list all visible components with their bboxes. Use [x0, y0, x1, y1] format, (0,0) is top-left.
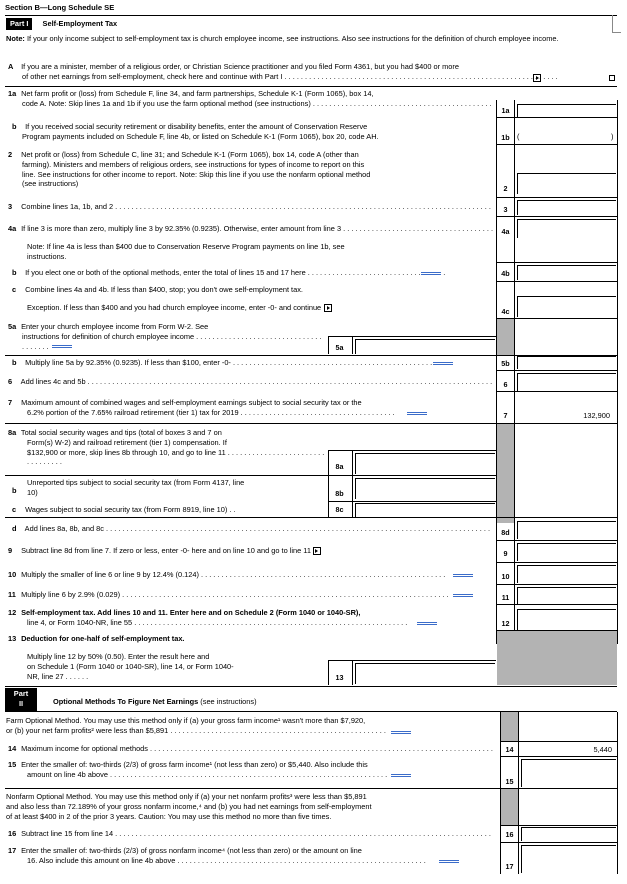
line-5b-input[interactable]: [517, 356, 616, 369]
line-16: 16 Subtract line 15 from line 14 . . .: [8, 829, 493, 839]
line-16-input[interactable]: [521, 827, 616, 841]
part1-note: Note: If your only income subject to self-employment tax is church employee income, see instructions. Also see instructions for the definition of church employee income.: [6, 34, 559, 43]
line-9-num: 9: [503, 549, 508, 558]
line-17-input[interactable]: [521, 845, 616, 873]
line-6-input[interactable]: [517, 373, 616, 391]
line-9-input[interactable]: [517, 543, 616, 561]
line-8d: d Add lines 8a, 8b, and 8c . . .: [12, 524, 492, 534]
line-8c-input[interactable]: [355, 503, 495, 517]
line-8a-input[interactable]: [355, 453, 495, 474]
line-2-num: 2: [503, 184, 508, 193]
line-11-num: 11: [501, 593, 510, 602]
line-8b-num: 8b: [335, 489, 344, 498]
nonfarm-optional: Nonfarm Optional Method. You may use this method only if (a) your net nonfarm profits³ were less than $5,891 and also less than 72.189% of your gross nonfarm income,⁴ and (b) you had net earnings from self-employment of at least $400 in 2 of the prior 3 years. Caution: You may use this method no more than five times.: [6, 792, 372, 821]
paren-open: (: [517, 132, 520, 141]
line-1a-num: 1a: [501, 106, 510, 115]
line-7: 7 Maximum amount of combined wages and self-employment earnings subject to social security tax or the: [8, 398, 362, 407]
line-13-input[interactable]: [355, 663, 495, 684]
line-7-value: 132,900: [583, 411, 610, 420]
part1-title: Self-Employment Tax: [42, 19, 118, 28]
line-4b-input[interactable]: [517, 265, 616, 280]
part1-tag: Part I: [6, 18, 32, 30]
line-6-num: 6: [503, 380, 508, 389]
line-14-value: 5,440: [593, 745, 612, 754]
line-13-text: Multiply line 12 by 50% (0.50). Enter the result here and on Schedule 1 (Form 1040 or 1040-SR), line 14, or Form 1040- NR, line 27 . . . . . .: [27, 652, 234, 681]
line-8b: b Unreported tips subject to social security tax (from Form 4137, line 10): [12, 478, 245, 497]
line-5a-num: 5a: [335, 343, 344, 352]
line-16-num: 16: [505, 830, 514, 839]
part1-header: [6, 18, 117, 30]
line-8d-input[interactable]: [517, 521, 616, 539]
line-10-num: 10: [501, 572, 510, 581]
line-11-input[interactable]: [517, 587, 616, 604]
line-5a-input[interactable]: [355, 339, 495, 354]
line-17: 17 Enter the smaller of: two-thirds (2/3) of gross nonfarm income⁴ (not less than zero) or the amount on line: [8, 846, 362, 855]
section-title: Section B—Long Schedule SE: [5, 3, 115, 12]
line-8c-num: 8c: [335, 505, 344, 514]
line-4a: 4a If line 3 is more than zero, multiply line 3 by 92.35% (0.9235). Otherwise, enter amount from line 3 . . .: [8, 224, 493, 234]
line-4b: b If you elect one or both of the optional methods, enter the total of lines 15 and 17 here . . .: [12, 268, 447, 278]
line-a: A If you are a minister, member of a religious order, or Christian Science practitioner and you filed Form 4361, but you had $400 or more of other net earnings from self-employment, check here and continue with Part I . . .: [8, 62, 608, 82]
line-14-num: 14: [505, 745, 514, 754]
line-5b-num: 5b: [501, 359, 510, 368]
line-13: 13 Deduction for one-half of self-employment tax.: [8, 634, 185, 643]
line-13-num: 13: [335, 673, 344, 682]
line-9: 9 Subtract line 8d from line 7. If zero or less, enter -0- here and on line 10 and go to line 11: [8, 546, 488, 556]
line-4c-exception: Exception. If less than $400 and you had church employee income, enter -0- and continue: [27, 303, 487, 313]
line-5a: 5a Enter your church employee income from Form W-2. See instructions for definition of church employee income . . . . . . . . . .: [8, 322, 328, 351]
line-12: 12 Self-employment tax. Add lines 10 and 11. Enter here and on Schedule 2 (Form 1040 or 1040-SR),: [8, 608, 361, 617]
line-8d-num: 8d: [501, 528, 510, 537]
line-2-input[interactable]: [517, 173, 616, 194]
line-8c: c Wages subject to social security tax (from Form 8919, line 10) . .: [12, 505, 236, 514]
part2-header: [53, 697, 257, 707]
line-4a-input[interactable]: [517, 219, 616, 238]
line-15-input[interactable]: [521, 759, 616, 787]
line-4c-input[interactable]: [517, 296, 616, 317]
line-1a: 1a Net farm profit or (loss) from Schedule F, line 34, and farm partnerships, Schedule K-1 (Form 1065), box 14,: [8, 89, 374, 98]
line-a-checkbox[interactable]: [609, 75, 615, 81]
line-12-input[interactable]: [517, 609, 616, 630]
line-4c: c Combine lines 4a and 4b. If less than $400, stop; you don't owe self-employment tax.: [12, 285, 303, 294]
part2-sub: (see instructions): [200, 697, 257, 706]
line-6: 6 Add lines 4c and 5b . . .: [8, 377, 493, 387]
line-1b-num: 1b: [501, 133, 510, 142]
line-4a-num: 4a: [501, 227, 510, 236]
line-12-num: 12: [501, 619, 510, 628]
line-15-num: 15: [505, 777, 514, 786]
line-15: 15 Enter the smaller of: two-thirds (2/3) of gross farm income¹ (not less than zero) or $5,440. Also include this: [8, 760, 368, 769]
line-3-num: 3: [503, 205, 508, 214]
line-11: 11 Multiply line 6 by 2.9% (0.029) . . .: [8, 590, 448, 600]
line-4b-num: 4b: [501, 269, 510, 278]
part2-tag: Part II: [5, 688, 37, 711]
line-8a: 8a Total social security wages and tips (total of boxes 3 and 7 on Form(s) W-2) and railroad retirement (tier 1) compensation. If $132,900 or more, skip lines 8b through 10, and go to line 11 . . . . . . . . . . . .: [8, 428, 328, 467]
farm-optional: Farm Optional Method. You may use this method only if (a) your gross farm income¹ wasn't more than $7,920, or (b) your net farm profits² were less than $5,891 . . .: [6, 716, 496, 736]
line-10-input[interactable]: [517, 565, 616, 583]
line-4c-num: 4c: [501, 307, 510, 316]
line-1b: b If you received social security retirement or disability benefits, enter the amount of Conservation Reserve: [12, 122, 368, 131]
line-5b: b Multiply line 5a by 92.35% (0.9235). If less than $100, enter -0- . . .: [12, 358, 432, 368]
line-8b-input[interactable]: [355, 478, 495, 499]
line-3: 3 Combine lines 1a, 1b, and 2 . . .: [8, 202, 493, 212]
line-17-num: 17: [505, 862, 514, 871]
line-2: 2 Net profit or (loss) from Schedule C, line 31; and Schedule K-1 (Form 1065), box 14, code A (other than farming). Ministers and members of religious orders, see instructions for types of income to report on this line. See instructions for other income to report. Note: Skip this line if you use the nonfarm optional method (see instructions): [8, 150, 371, 189]
paren-close: ): [611, 132, 614, 141]
line-3-input[interactable]: [517, 200, 616, 215]
line-1a-input[interactable]: [517, 104, 616, 117]
part2-title: Optional Methods To Figure Net Earnings: [53, 697, 199, 706]
line-7-num: 7: [503, 411, 508, 420]
line-8a-num: 8a: [335, 462, 344, 471]
page-corner: [612, 15, 621, 33]
line-10: 10 Multiply the smaller of line 6 or line 9 by 12.4% (0.124) . . .: [8, 570, 448, 580]
arrow-icon: [533, 74, 541, 82]
line-14: 14 Maximum income for optional methods . . .: [8, 744, 493, 754]
line-4a-note: Note: If line 4a is less than $400 due to Conservation Reserve Program payments on line 1b, see instructions.: [27, 242, 345, 261]
